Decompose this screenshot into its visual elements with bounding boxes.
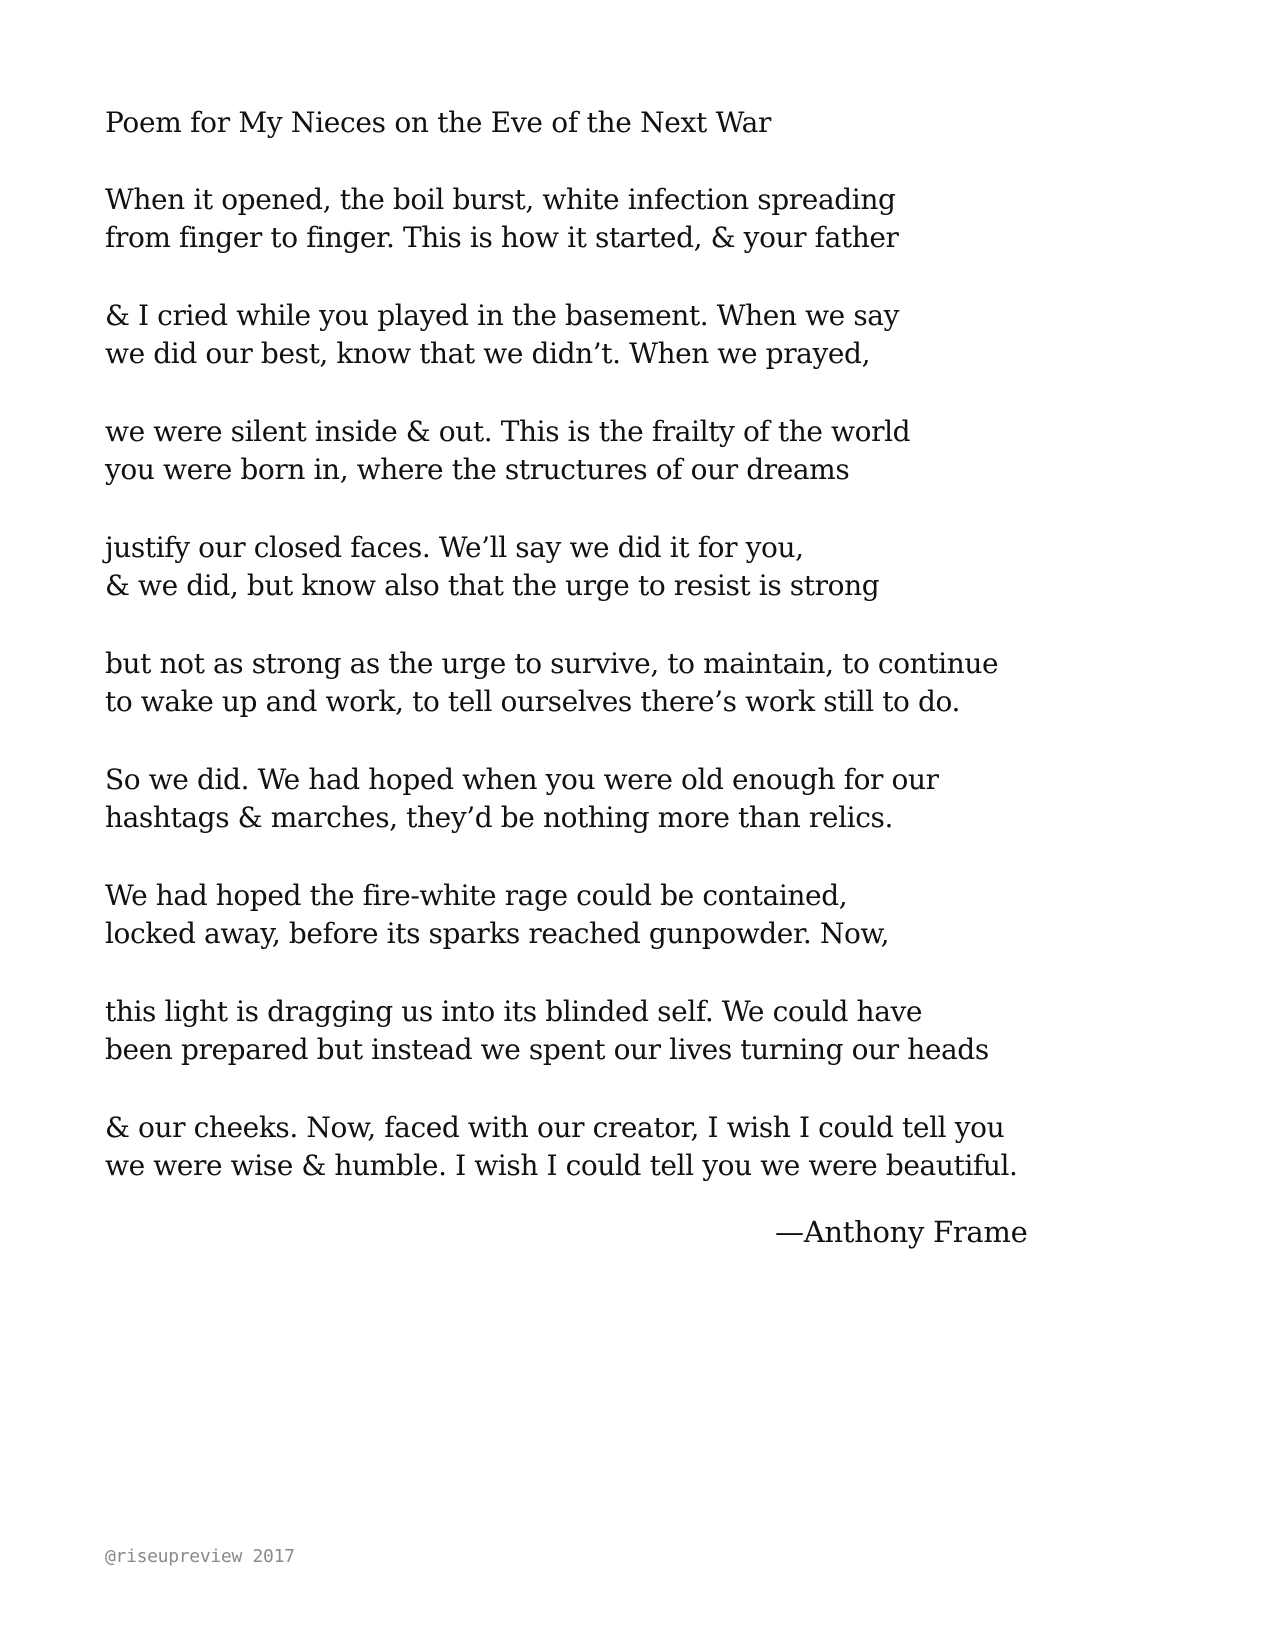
poem-line: we were silent inside & out. This is the frailty of the world xyxy=(105,415,911,448)
stanza-1 xyxy=(105,181,1205,257)
stanza-6 xyxy=(105,761,1205,837)
stanza-3 xyxy=(105,413,1205,489)
poem-author: —Anthony Frame xyxy=(775,1215,1028,1249)
stanza-5 xyxy=(105,645,1205,721)
stanza-9 xyxy=(105,1109,1205,1185)
poem-line: but not as strong as the urge to survive, to maintain, to continue xyxy=(105,647,999,680)
poem-line: from finger to finger. This is how it started, & your father xyxy=(105,221,899,254)
poem-line: & our cheeks. Now, faced with our creator, I wish I could tell you xyxy=(105,1111,1005,1144)
poem-line: When it opened, the boil burst, white infection spreading xyxy=(105,183,896,216)
poem-line: So we did. We had hoped when you were old enough for our xyxy=(105,763,939,796)
footer-credit: @riseupreview 2017 xyxy=(105,1546,295,1567)
poem-line: & I cried while you played in the basement. When we say xyxy=(105,299,900,332)
poem-line: hashtags & marches, they’d be nothing more than relics. xyxy=(105,801,893,834)
stanza-2 xyxy=(105,297,1205,373)
poem-line: you were born in, where the structures of our dreams xyxy=(105,453,850,486)
poem-line: to wake up and work, to tell ourselves there’s work still to do. xyxy=(105,685,961,718)
poem-line: justify our closed faces. We’ll say we did it for you, xyxy=(105,531,804,564)
poem-line: We had hoped the fire-white rage could be contained, xyxy=(105,879,848,912)
stanza-8 xyxy=(105,993,1205,1069)
stanza-4 xyxy=(105,529,1205,605)
poem-body xyxy=(105,181,1205,1225)
poem-title: Poem for My Nieces on the Eve of the Next War xyxy=(105,106,772,139)
poem-line: locked away, before its sparks reached gunpowder. Now, xyxy=(105,917,890,950)
poem-line: we were wise & humble. I wish I could tell you we were beautiful. xyxy=(105,1149,1018,1182)
poem-line: this light is dragging us into its blinded self. We could have xyxy=(105,995,923,1028)
poem-line: been prepared but instead we spent our lives turning our heads xyxy=(105,1033,989,1066)
poem-line: we did our best, know that we didn’t. When we prayed, xyxy=(105,337,871,370)
stanza-7 xyxy=(105,877,1205,953)
poem-line: & we did, but know also that the urge to resist is strong xyxy=(105,569,880,602)
